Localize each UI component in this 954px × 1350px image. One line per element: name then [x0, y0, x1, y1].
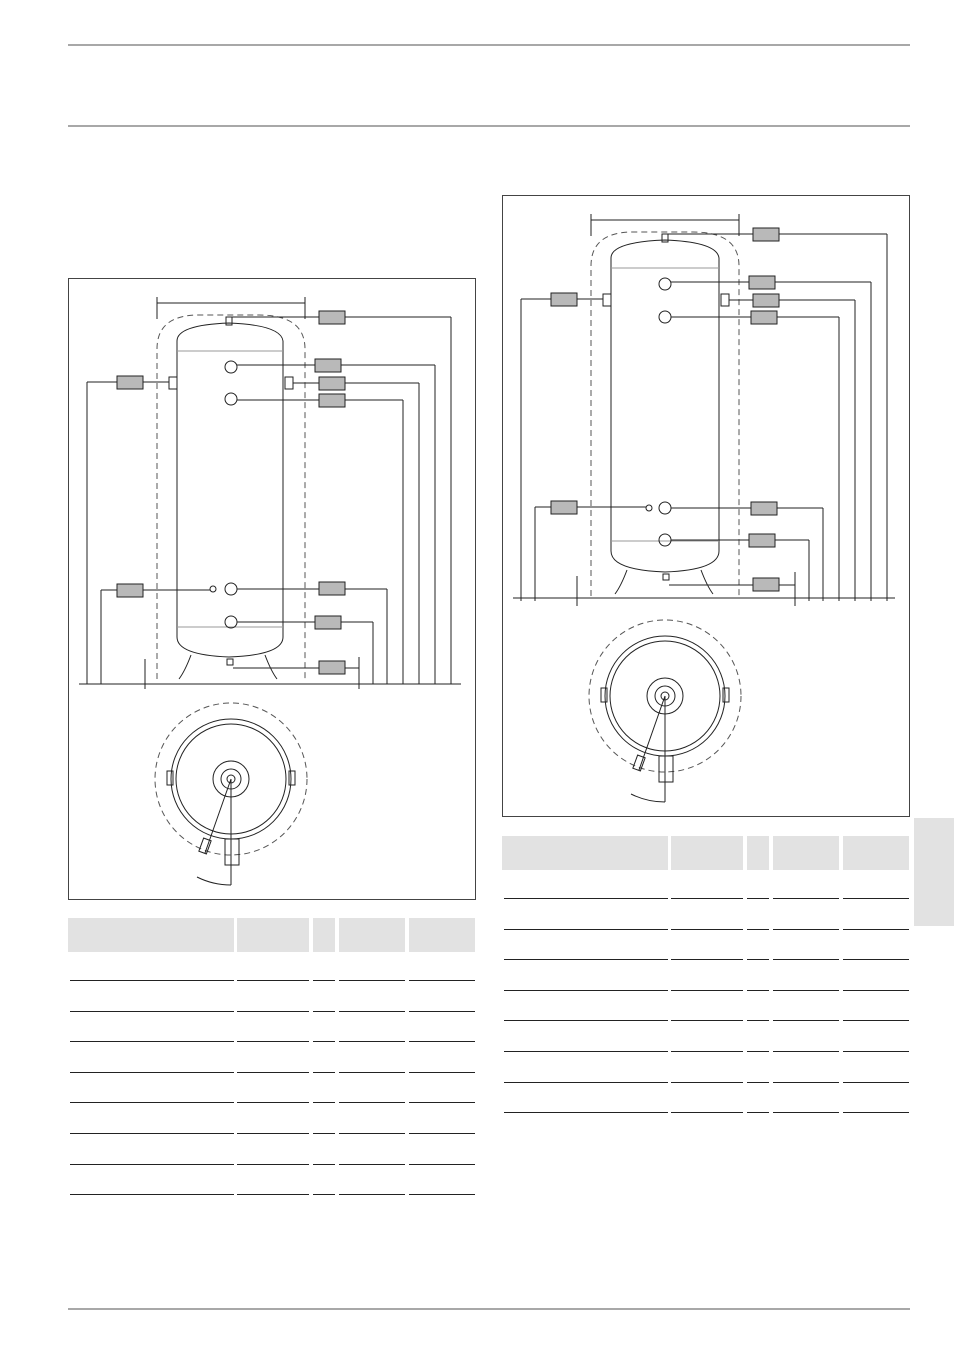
table-row-line	[70, 1133, 234, 1134]
table-row-line	[237, 1102, 309, 1103]
label-box	[315, 359, 341, 372]
table-row-line	[70, 980, 234, 981]
table-row-line	[843, 929, 909, 930]
table-row-line	[313, 1194, 335, 1195]
table-row-line	[773, 1112, 839, 1113]
table-row-line	[313, 1164, 335, 1165]
tank-top-view	[589, 620, 741, 802]
table-row-line	[313, 1072, 335, 1073]
table-row-line	[70, 1194, 234, 1195]
table-row-line	[671, 990, 743, 991]
connection-circle-3	[659, 502, 671, 514]
table-row-line	[843, 959, 909, 960]
tank-drawing-left-svg	[69, 279, 477, 901]
table-row-line	[671, 1082, 743, 1083]
table-row-line	[313, 1133, 335, 1134]
table-row-line	[70, 1102, 234, 1103]
table-row-line	[843, 990, 909, 991]
table-row-line	[671, 929, 743, 930]
spec-table-left	[68, 918, 476, 1198]
vertical-dimensions	[513, 234, 895, 606]
table-row-line	[409, 1133, 475, 1134]
connection-circle-4	[659, 534, 671, 546]
table-row-line	[747, 898, 769, 899]
table-row-line	[237, 1194, 309, 1195]
table-row-line	[409, 1041, 475, 1042]
table-row-line	[339, 1194, 405, 1195]
table-row-line	[313, 1041, 335, 1042]
table-row-line	[313, 1011, 335, 1012]
table-header-cell	[747, 836, 769, 870]
table-row-line	[747, 1082, 769, 1083]
table-row-line	[409, 1072, 475, 1073]
table-row-line	[339, 1072, 405, 1073]
table-row-line	[313, 980, 335, 981]
tank-leg-right	[701, 570, 713, 594]
tank-drawing-right-svg	[503, 196, 911, 818]
table-row-line	[747, 1051, 769, 1052]
tank-top-view	[155, 703, 307, 885]
connection-circle-1	[659, 278, 671, 290]
tank-leg-right	[265, 655, 277, 679]
tank-width-dimension	[591, 214, 739, 236]
label-box	[753, 228, 779, 241]
table-header-cell	[409, 918, 475, 952]
table-row-line	[237, 1072, 309, 1073]
table-row-line	[237, 1011, 309, 1012]
table-header-cell	[68, 918, 234, 952]
table-row-line	[773, 929, 839, 930]
label-box	[749, 276, 775, 289]
connection-circle-4	[225, 616, 237, 628]
label-box	[551, 293, 577, 306]
connection-circle-1	[225, 361, 237, 373]
table-row-line	[237, 1164, 309, 1165]
table-row-line	[313, 1102, 335, 1103]
table-row-line	[504, 1112, 668, 1113]
table-row-line	[504, 990, 668, 991]
label-box	[319, 661, 345, 674]
table-row-line	[843, 1082, 909, 1083]
label-box	[753, 294, 779, 307]
label-box	[319, 377, 345, 390]
table-row-line	[843, 1020, 909, 1021]
label-box	[751, 502, 777, 515]
table-row-line	[504, 959, 668, 960]
table-row-line	[747, 990, 769, 991]
tank-leg-left	[615, 570, 627, 594]
table-row-line	[339, 980, 405, 981]
table-row-line	[671, 1051, 743, 1052]
table-row-line	[843, 1112, 909, 1113]
table-header-cell	[671, 836, 743, 870]
table-row-line	[409, 1102, 475, 1103]
table-row-line	[339, 1164, 405, 1165]
label-box	[315, 616, 341, 629]
label-box	[319, 311, 345, 324]
leader-lines	[521, 234, 887, 585]
table-row-line	[671, 898, 743, 899]
side-socket-left	[169, 377, 177, 389]
header-bottom-rule	[68, 125, 910, 127]
table-header-cell	[339, 918, 405, 952]
table-row-line	[747, 959, 769, 960]
table-row-line	[671, 1112, 743, 1113]
table-row-line	[671, 959, 743, 960]
side-socket-left	[603, 294, 611, 306]
table-row-line	[504, 929, 668, 930]
table-row-line	[339, 1102, 405, 1103]
vertical-dimensions	[79, 317, 461, 689]
tank-width-dimension	[157, 297, 305, 319]
table-row-line	[70, 1011, 234, 1012]
table-header-cell	[773, 836, 839, 870]
table-row-line	[773, 959, 839, 960]
label-box	[319, 394, 345, 407]
table-row-line	[747, 1020, 769, 1021]
label-box	[319, 582, 345, 595]
table-row-line	[773, 1082, 839, 1083]
table-row-line	[773, 1051, 839, 1052]
connection-circle-2	[225, 393, 237, 405]
label-box	[753, 578, 779, 591]
label-box	[751, 311, 777, 324]
table-header-cell	[313, 918, 335, 952]
top-nozzle	[662, 234, 668, 242]
table-row-line	[504, 898, 668, 899]
footer-rule	[68, 1308, 910, 1310]
table-row-line	[773, 990, 839, 991]
label-box	[117, 376, 143, 389]
table-row-line	[843, 1051, 909, 1052]
table-row-line	[409, 1194, 475, 1195]
table-row-line	[237, 1133, 309, 1134]
table-header-cell	[843, 836, 909, 870]
side-socket-right	[285, 377, 293, 389]
leader-lines	[87, 317, 451, 668]
table-row-line	[237, 980, 309, 981]
table-row-line	[747, 929, 769, 930]
table-row-line	[504, 1020, 668, 1021]
tank-drawing-left	[68, 278, 476, 900]
connection-circle-3	[225, 583, 237, 595]
table-row-line	[339, 1041, 405, 1042]
chapter-side-tab	[914, 818, 954, 926]
label-box	[749, 534, 775, 547]
header-top-rule	[68, 44, 910, 46]
table-row-line	[237, 1041, 309, 1042]
top-nozzle	[226, 317, 232, 325]
connection-circle-2	[659, 311, 671, 323]
table-row-line	[671, 1020, 743, 1021]
label-box	[551, 501, 577, 514]
table-row-line	[70, 1164, 234, 1165]
table-row-line	[339, 1133, 405, 1134]
table-header-cell	[502, 836, 668, 870]
table-row-line	[773, 898, 839, 899]
tank-drawing-right	[502, 195, 910, 817]
tank-leg-left	[179, 655, 191, 679]
table-row-line	[409, 980, 475, 981]
table-row-line	[70, 1041, 234, 1042]
table-row-line	[409, 1011, 475, 1012]
spec-table-right	[502, 836, 910, 1116]
table-row-line	[747, 1112, 769, 1113]
table-row-line	[70, 1072, 234, 1073]
side-socket-right	[721, 294, 729, 306]
table-row-line	[339, 1011, 405, 1012]
table-row-line	[773, 1020, 839, 1021]
table-row-line	[409, 1164, 475, 1165]
table-row-line	[504, 1082, 668, 1083]
label-box	[117, 584, 143, 597]
table-row-line	[504, 1051, 668, 1052]
table-header-cell	[237, 918, 309, 952]
table-row-line	[843, 898, 909, 899]
